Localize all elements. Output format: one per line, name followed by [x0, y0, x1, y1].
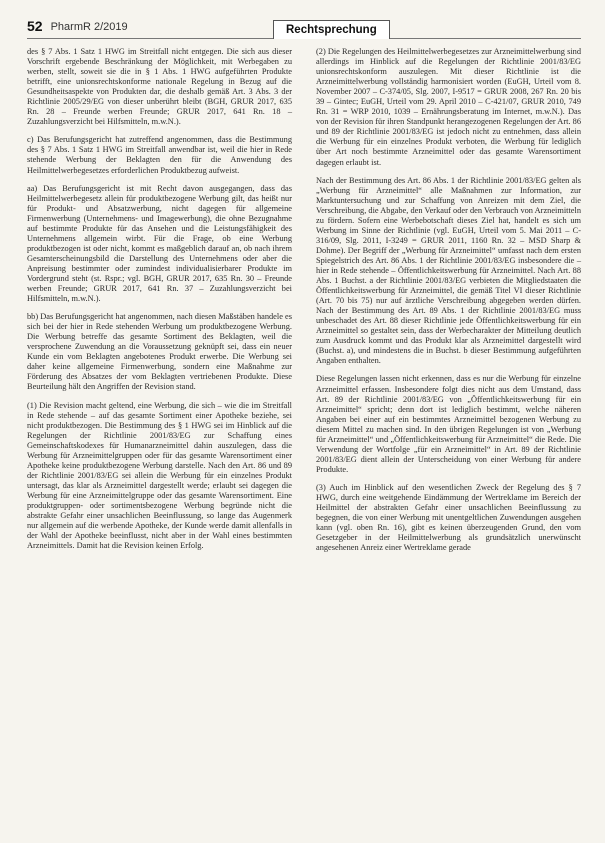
section-title: Rechtsprechung [273, 20, 390, 39]
paragraph: Diese Regelungen lassen nicht erkennen, dass es nur die Werbung für einzelne Arzneimittel erfassen. Insbesondere folgt dies nicht aus dem Umstand, dass Art. 89 der Richtlinie 2001/83/EG von „Öffentlichkeitswerbung für ein Arzneimittel“ spricht; denn dort ist lediglich bestimmt, welche näheren Angaben bei einer auf ein bestimmtes Arzneimittel bezogenen Werbung zu diesem Mittel zu machen sind. In den übrigen Regelungen ist von „Werbung für Arzneimittel“ und „Öffentlichkeitswerbung für Arzneimittel“ die Rede. Die Verwendung der Wortfolge „für ein Arzneimittel“ in Art. 89 der Richtlinie 2001/83/EG dient allein der Unterscheidung von einer Werbung für andere Produkte. [316, 374, 581, 474]
left-column [27, 47, 292, 553]
right-column [316, 47, 581, 553]
paragraph: (1) Die Revision macht geltend, eine Werbung, die sich – wie die im Streitfall in Rede stehende – auf das gesamte Sortiment einer Apotheke beziehe, sei nicht produktbezogen. Die Bestimmung des § 1 HWG sei im Hinblick auf die Regelungen der Richtlinie 2001/83/EG zur Schaffung eines Gemeinschaftskodexes für Humanarzneimittel dahin auszulegen, dass die Werbung für Arzneimittelgruppen oder für das gesamte Warensortiment einer Apotheke keine produktbezogene Werbung darstelle. Nach den Art. 86 und 89 der Richtlinie 2001/83/EG sei allein die Werbung für ein einzelnes Produkt untersagt, das klar als Arzneimittel dargestellt werde; erlaubt sei dagegen die Werbung für eine Arzneimittelgruppe oder das gesamte Warensortiment. Eine produktgruppen- oder sortimentsbezogene Werbung begründe nicht die abstrakte Gefahr einer unsachlichen Beeinflussung, so lange das Augenmerk nur allgemein auf die werbende Apotheke, der Kunde werde damit allenfalls in der Wahl der Apotheke beeinflusst, nicht aber in der Wahl eines bestimmten Arzneimittels. Damit hat die Revision keinen Erfolg. [27, 400, 292, 551]
paragraph: bb) Das Berufungsgericht hat angenommen, nach diesen Maßstäben handele es sich bei der hier in Rede stehenden Werbung um produktbezogene Werbung. Die Werbung betreffe das gesamte Sortiment des Beklagten, weil die versprochene Zuwendung an die Voraussetzung geknüpft sei, dass ein neuer Kunde ein vom Beklagten angebotenes Produkt erwerbe. Die Werbung sei daher keine allgemeine Firmenwerbung, sondern eine Maßnahme zur Förderung des Absatzes der vom Beklagten vertriebenen Produkte. Diese Beurteilung hält den Angriffen der Revision stand. [27, 312, 292, 392]
page-number: 52 [27, 18, 43, 34]
paragraph: des § 7 Abs. 1 Satz 1 HWG im Streitfall nicht entgegen. Die sich aus dieser Vorschrift ergebende Beschränkung der Möglichkeit, mit Werbegaben zu werben, stellt, soweit sie die in § 1 Abs. 1 HWG aufgeführten Produkte betrifft, eine unionsrechtskonforme nationale Regelung in Bezug auf die Gesundheitsaspekte von Produkten dar, die deshalb gemäß Art. 3 Abs. 3 der Richtlinie 2005/29/EG von dieser unberührt bleibt (BGH, GRUR 2017, 635 Rn. 28 – Freunde werben Freunde; GRUR 2017, 641 Rn. 18 – Zuzahlungsverzicht bei Hilfsmitteln, m.w.N.). [27, 47, 292, 127]
text-columns [27, 47, 581, 553]
paragraph: (3) Auch im Hinblick auf den wesentlichen Zweck der Regelung des § 7 HWG, durch eine weitgehende Eindämmung der Wertreklame im Bereich der Heilmittel der abstrakten Gefahr einer unsachlichen Beeinflussung zu begegnen, die von einer Werbung mit unentgeltlichen Zuwendungen ausgehen kann (vgl. oben Rn. 16), gibt es keinen überzeugenden Grund, den vom Gesetzgeber in der Heilmittelwerbung als grundsätzlich unerwünscht angesehenen Anreiz einer Wertreklame gerade [316, 482, 581, 553]
paragraph: (2) Die Regelungen des Heilmittelwerbegesetzes zur Arzneimittelwerbung sind allerdings im Hinblick auf die Regelungen der Richtlinie 2001/83/EG unionsrechtskonform auszulegen. Mit dieser Richtlinie ist die Arzneimittelwerbung vollständig harmonisiert worden (EuGH, Urteil vom 8. November 2007 – C-374/05, Slg. 2007, I-9517 = GRUR 2008, 267 Rn. 20 bis 39 – Gintec; EuGH, Urteil vom 29. April 2010 – C-421/07, GRUR 2010, 749 Rn. 31 = WRP 2010, 1039 – Ernährungsberatung im Internet, m.w.N.). Das von der Revision für ihren Standpunkt herangezogenen Regelungen der Art. 86 und 89 der Richtlinie 2001/83/EG ist jedoch nicht zu entnehmen, dass allein die Werbung für ein einzelnes Produkt verboten, die Werbung für lediglich über Art noch bestimmte Arzneimittel oder das gesamte Warensortiment dagegen erlaubt ist. [316, 47, 581, 167]
page-header [27, 12, 581, 39]
paragraph: aa) Das Berufungsgericht ist mit Recht davon ausgegangen, dass das Heilmittelwerbegesetz allein für produktbezogene Werbung gilt, das heißt nur für Produkt- und Absatzwerbung, nicht dagegen für allgemeine Firmenwerbung (Unternehmens- und Imagewerbung), die ohne Bezugnahme auf bestimmte Produkte für das Ansehen und die Leistungsfähigkeit des Unternehmens allgemein wirbt. Für die Frage, ob eine Werbung produktbezogen ist oder nicht, kommt es maßgeblich darauf an, ob nach ihrem Gesamterscheinungsbild die Darstellung des Unternehmens oder aber die Anpreisung bestimmter oder zumindest individualisierbarer Produkte im Vordergrund steht (st. Rspr.; vgl. BGH, GRUR 2017, 635 Rn. 30 – Freunde werben Freunde; GRUR 2017, 641 Rn. 37 – Zuzahlungsverzicht bei Hilfsmitteln, m.w.N.). [27, 183, 292, 304]
paragraph: c) Das Berufungsgericht hat zutreffend angenommen, dass die Bestimmung des § 7 Abs. 1 Satz 1 HWG im Streitfall anwendbar ist, weil die hier in Rede stehende Werbung der Beklagten den für die Anwendung des Heilmittelwerbegesetzes erforderlichen Produktbezug aufweist. [27, 135, 292, 175]
paragraph: Nach der Bestimmung des Art. 86 Abs. 1 der Richtlinie 2001/83/EG gelten als „Werbung für Arzneimittel“ alle Maßnahmen zur Information, zur Marktuntersuchung und zur Schaffung von Anreizen mit dem Ziel, die Verschreibung, die Abgabe, den Verkauf oder den Verbrauch von Arzneimitteln zu fördern. Sofern eine Werbebotschaft dieses Ziel hat, handelt es sich um Werbung im Sinne der Richtlinie (vgl. EuGH, Urteil vom 5. Mai 2011 – C-316/09, Slg. 2011, I-3249 = GRUR 2011, 1160 Rn. 32 – MSD Sharp & Dohme). Der Begriff der „Werbung für Arzneimittel“ umfasst nach dem ersten Spiegelstrich des Art. 86 Abs. 1 der Richtlinie 2001/83/EG insbesondere die – hier in Rede stehende – Öffentlichkeitswerbung für Arzneimittel. Nach Art. 88 Abs. 1 Buchst. a der Richtlinie 2001/83/EG verbieten die Mitgliedstaaten die Öffentlichkeitswerbung für Arzneimittel, die gemäß Titel VI dieser Richtlinie (Art. 70 bis 75) nur auf ärztliche Verschreibung abgegeben werden dürfen. Nach der Bestimmung des Art. 89 Abs. 1 der Richtlinie 2001/83/EG muss unbeschadet des Art. 88 dieser Richtlinie jede Öffentlichkeitswerbung für ein Arzneimittel so gestaltet sein, dass der Werbecharakter der Mitteilung deutlich zum Ausdruck kommt und das Produkt klar als Arzneimittel dargestellt wird (Buchst. a), und mindestens die in Buchst. b dieser Bestimmung aufgeführten Angaben enthalten. [316, 175, 581, 366]
journal-issue: PharmR 2/2019 [50, 21, 128, 33]
